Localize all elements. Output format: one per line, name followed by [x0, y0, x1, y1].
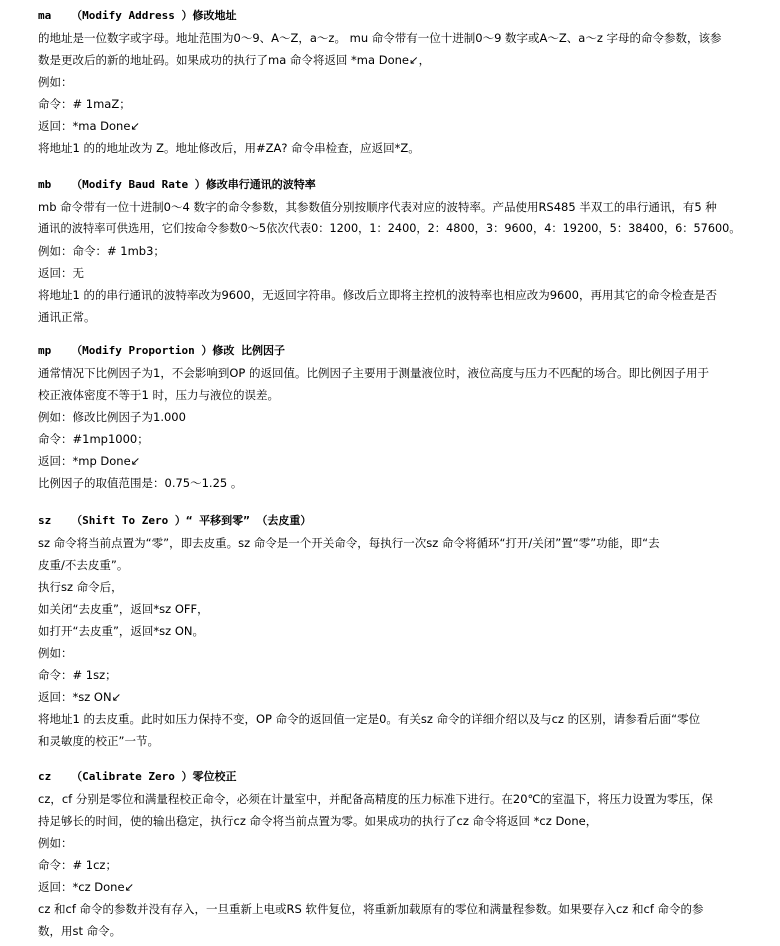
- paragraph-line: 通讯的波特率可供选用，它们按命令参数0～5依次代表0：1200，1：2400，2：4800，3：9600，4：19200，5：38400，6：57600。: [38, 222, 741, 235]
- example-label: 例如：: [38, 646, 73, 660]
- command-line: 命令：# 1maZ；: [38, 97, 131, 111]
- paragraph-line: 如打开“去皮重”，返回*sz ON。: [38, 624, 205, 638]
- command-line: 命令：# 1cz；: [38, 858, 117, 872]
- paragraph-line: 如关闭“去皮重”，返回*sz OFF，: [38, 602, 209, 616]
- paragraph-line: 数是更改后的新的地址码。如果成功的执行了ma 命令将返回 *ma Done↙，: [38, 53, 431, 67]
- section-mp: [38, 340, 754, 494]
- paragraph-line: 数，用st 命令。: [38, 924, 122, 938]
- return-line: 返回：*sz ON↙: [38, 690, 122, 704]
- paragraph-line: 通讯正常。: [38, 310, 96, 324]
- section-cz: [38, 766, 754, 942]
- command-line: 例如：命令：# 1mb3；: [38, 244, 165, 258]
- paragraph-line: 比例因子的取值范围是：0.75～1.25 。: [38, 476, 243, 490]
- example-label: 例如：: [38, 75, 73, 89]
- paragraph-line: sz 命令将当前点置为“零”，即去皮重。sz 命令是一个开关命令，每执行一次sz 命令将循环“打开/关闭”置“零”功能，即“去: [38, 536, 660, 550]
- section-mb: [38, 174, 754, 328]
- paragraph-line: 的地址是一位数字或字母。地址范围为0～9、A～Z，a～z。 mu 命令带有一位十进制0～9 数字或A～Z、a～z 字母的命令参数，该参: [38, 31, 722, 45]
- paragraph-line: 执行sz 命令后，: [38, 580, 123, 594]
- section-heading: cz （Calibrate Zero ）零位校正: [38, 770, 237, 783]
- paragraph-line: 通常情况下比例因子为1，不会影响到OP 的返回值。比例因子主要用于测量液位时，液位高度与压力不匹配的场合。即比例因子用于: [38, 366, 709, 380]
- paragraph-line: 校正液体密度不等于1 时，压力与液位的误差。: [38, 388, 279, 402]
- return-line: 返回：*mp Done↙: [38, 454, 141, 468]
- command-line: 命令：#1mp1000；: [38, 432, 149, 446]
- example-label: 例如：: [38, 836, 73, 850]
- paragraph-line: cz，cf 分别是零位和满量程校正命令，必须在计量室中，并配备高精度的压力标准下进行。在20℃的室温下，将压力设置为零压，保: [38, 792, 713, 806]
- paragraph-line: mb 命令带有一位十进制0～4 数字的命令参数，其参数值分别按顺序代表对应的波特率。产品使用RS485 半双工的串行通讯，有5 种: [38, 200, 717, 214]
- paragraph-line: 将地址1 的去皮重。此时如压力保持不变，OP 命令的返回值一定是0。有关sz 命令的详细介绍以及与cz 的区别，请参看后面“零位: [38, 712, 701, 726]
- paragraph-line: 皮重/不去皮重”。: [38, 558, 129, 572]
- paragraph-line: 将地址1 的的串行通讯的波特率改为9600，无返回字符串。修改后立即将主控机的波特率也相应改为9600，再用其它的命令检查是否: [38, 288, 717, 302]
- section-heading: ma （Modify Address ）修改地址: [38, 9, 237, 22]
- paragraph-line: cz 和cf 命令的参数并没有存入，一旦重新上电或RS 软件复位，将重新加载原有的零位和满量程参数。如果要存入cz 和cf 命令的参: [38, 902, 704, 916]
- return-line: 返回：*ma Done↙: [38, 119, 141, 133]
- command-line: 命令：# 1sz；: [38, 668, 117, 682]
- section-heading: mp （Modify Proportion ）修改 比例因子: [38, 344, 285, 357]
- section-sz: [38, 510, 754, 752]
- example-label: 例如：修改比例因子为1.000: [38, 410, 186, 424]
- section-ma: [38, 5, 754, 159]
- section-heading: mb （Modify Baud Rate ）修改串行通讯的波特率: [38, 178, 316, 191]
- paragraph-line: 持足够长的时间，使的输出稳定，执行cz 命令将当前点置为零。如果成功的执行了cz 命令将返回 *cz Done，: [38, 814, 598, 828]
- return-line: 返回：无: [38, 266, 84, 280]
- return-line: 返回：*cz Done↙: [38, 880, 135, 894]
- section-heading: sz （Shift To Zero ）“ 平移到零” （去皮重）: [38, 514, 312, 527]
- paragraph-line: 和灵敏度的校正”一节。: [38, 734, 159, 748]
- paragraph-line: 将地址1 的的地址改为 Z。地址修改后，用#ZA? 命令串检查，应返回*Z。: [38, 141, 420, 155]
